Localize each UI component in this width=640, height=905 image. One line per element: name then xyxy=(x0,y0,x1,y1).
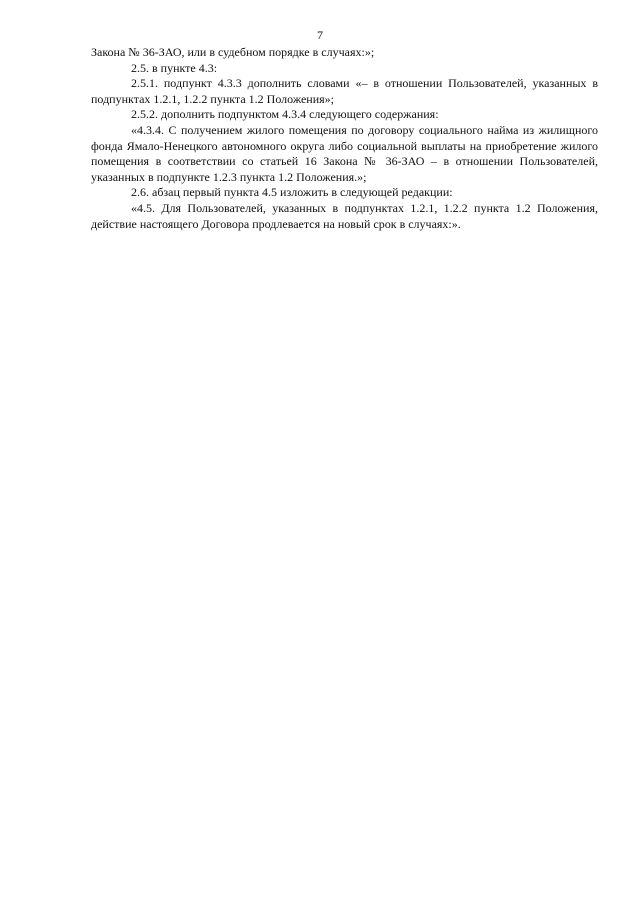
paragraph-2-6: 2.6. абзац первый пункта 4.5 изложить в следующей редакции: xyxy=(131,185,453,200)
paragraph-4-3-4-quote: «4.3.4. С получением жилого помещения по договору социального найма из жилищного фонда Ямало-Ненецкого автономного округа либо социальной выплаты на приобретение жилого помещения в соответствии со статьей 16 Закона № 36-ЗАО – в отношении Пользователей, указанных в подпункте 1.2.3 пункта 1.2 Положения.»; xyxy=(91,122,598,184)
document-body xyxy=(91,45,598,232)
paragraph-2-5: 2.5. в пункте 4.3: xyxy=(131,60,218,75)
paragraph-4-5-quote: «4.5. Для Пользователей, указанных в подпунктах 1.2.1, 1.2.2 пункта 1.2 Положения, действие настоящего Договора продлевается на новый срок в случаях:». xyxy=(91,200,598,231)
paragraph-continuation: Закона № 36-ЗАО, или в судебном порядке в случаях:»; xyxy=(91,45,375,59)
paragraph-2-5-1: 2.5.1. подпункт 4.3.3 дополнить словами «– в отношении Пользователей, указанных в подпунктах 1.2.1, 1.2.2 пункта 1.2 Положения»; xyxy=(91,76,598,106)
paragraph-2-5-2: 2.5.2. дополнить подпунктом 4.3.4 следующего содержания: xyxy=(131,107,439,122)
page-number: 7 xyxy=(317,28,323,42)
